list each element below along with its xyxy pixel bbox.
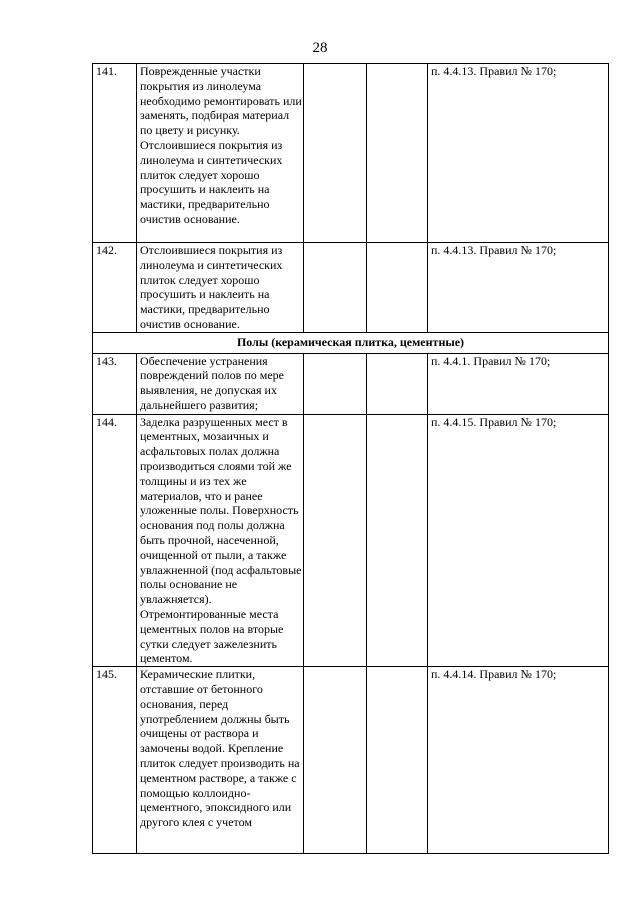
empty-cell	[304, 667, 367, 854]
row-description: Отслоившиеся покрытия из линолеума и синтетических плиток следует хорошо просушить и наклеить на мастики, предварительно очистив основание.	[137, 243, 304, 333]
row-number: 144.	[93, 414, 137, 667]
row-description: Керамические плитки, отставшие от бетонного основания, перед употреблением должны быть очищены от раствора и замочены водой. Крепление плиток следует производить на цементном растворе, а также с помощью коллоидно-цементного, эпоксидного или другого клея с учетом	[137, 667, 304, 854]
empty-cell	[367, 414, 428, 667]
row-description: Обеспечение устранения повреждений полов по мере выявления, не допуская их дальнейшего развития;	[137, 353, 304, 414]
empty-cell	[304, 353, 367, 414]
requirements-table	[92, 63, 609, 854]
row-reference: п. 4.4.1. Правил № 170;	[428, 353, 609, 414]
table-row	[93, 667, 609, 854]
row-number: 143.	[93, 353, 137, 414]
section-title: Полы (керамическая плитка, цементные)	[93, 332, 609, 353]
empty-cell	[367, 353, 428, 414]
page-number: 28	[312, 40, 328, 56]
row-reference: п. 4.4.14. Правил № 170;	[428, 667, 609, 854]
table-row	[93, 414, 609, 667]
row-reference: п. 4.4.15. Правил № 170;	[428, 414, 609, 667]
empty-cell	[367, 243, 428, 333]
row-number: 141.	[93, 64, 137, 243]
row-reference: п. 4.4.13. Правил № 170;	[428, 64, 609, 243]
row-description: Заделка разрушенных мест в цементных, мозаичных и асфальтовых полах должна производиться слоями той же толщины и из тех же материалов, что и ранее уложенные полы. Поверхность основания под полы должна быть прочной, насеченной, очищенной от пыли, а также увлажненной (под асфальтовые полы основание не увлажняется). Отремонтированные места цементных полов на вторые сутки следует зажелезнить цементом.	[137, 414, 304, 667]
table-row	[93, 243, 609, 333]
empty-cell	[367, 667, 428, 854]
empty-cell	[304, 64, 367, 243]
empty-cell	[304, 414, 367, 667]
empty-cell	[367, 64, 428, 243]
empty-cell	[304, 243, 367, 333]
table-row	[93, 64, 609, 243]
row-reference: п. 4.4.13. Правил № 170;	[428, 243, 609, 333]
row-description: Поврежденные участки покрытия из линолеума необходимо ремонтировать или заменять, подбирая материал по цвету и рисунку. Отслоившиеся покрытия из линолеума и синтетических плиток следует хорошо просушить и наклеить на мастики, предварительно очистив основание.	[137, 64, 304, 243]
row-number: 145.	[93, 667, 137, 854]
section-header-row	[93, 332, 609, 353]
row-number: 142.	[93, 243, 137, 333]
table-row	[93, 353, 609, 414]
